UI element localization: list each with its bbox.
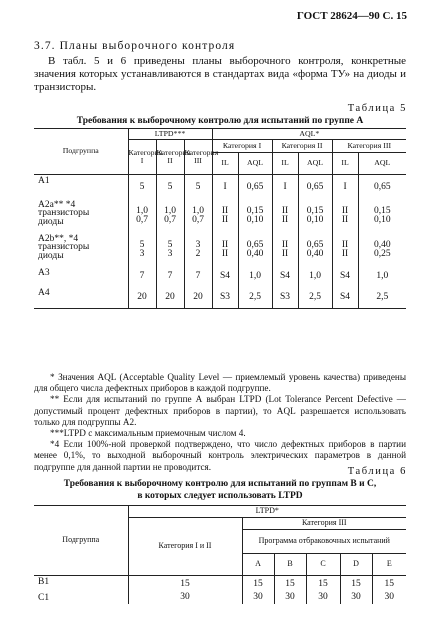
t5-sub-aql: AQL [358,153,406,175]
t5-cell-aql-line: 0,40 [306,248,324,259]
t5-cell-il-line: II [281,248,289,259]
t6-cell-cat12: 30 [128,592,242,604]
t5-sub-aql: AQL [238,153,272,175]
t5-sub-aql: AQL [298,153,332,175]
table6-title-line-2: в которых следует использовать LTPD [137,490,303,501]
t5-row [34,287,406,309]
t5-cell-ltpd [156,233,184,267]
t5-cell-group-line: А2b**, *4 [38,233,79,244]
t5-cell-ltpd-line: 0,7 [192,214,204,225]
t5-cell-aql-line: 0,65 [246,181,264,192]
t5-cell-aql [358,233,406,267]
t5-cell-ltpd-line: 5 [167,240,173,250]
t5-cell-il [212,267,238,287]
t6-cell-prog: 30 [274,592,306,604]
t5-cell-il [272,175,298,199]
t5-cell-il-line: I [343,181,347,192]
t6-cell-group: С1 [34,592,128,604]
t5-cell-ltpd [184,175,212,199]
t5-cell-aql [358,175,406,199]
t5-cell-ltpd [128,175,156,199]
t5-cell-group-line: диоды [38,250,64,261]
t5-ltpd-cat-1: Категория I [128,140,156,175]
t5-cell-group-line: транзисторы [38,208,90,218]
t5-cell-il [272,287,298,309]
t5-cell-ltpd-line: 3 [167,248,173,259]
t5-cell-aql-line: 0,65 [246,240,264,250]
t6-prog-e: E [372,554,406,576]
t5-cell-aql-line: 0,10 [306,214,324,225]
t6-row [34,592,406,604]
t6-cell-prog: 30 [384,592,395,603]
t5-cell-group-line: А4 [38,287,50,298]
t5-cell-ltpd [156,267,184,287]
t5-row [34,267,406,287]
t5-cell-group-line: А1 [38,176,50,186]
t5-cell-il-line: II [281,214,289,225]
table5-title: Требования к выборочному контролю для испытаний по группе А [76,116,364,126]
footnote-2: ** Если для испытаний по группе А выбран LTPD (Lot Tolerance Percent Defective — допустимый процент дефектных приборов в партии), то AQL разрешается использовать только для подгруппы А2. [34,394,406,427]
t5-cell-il-line: S4 [220,271,231,282]
t5-cell-group [34,267,128,287]
table6-title-line-1: Требования к выборочному контролю для испытаний по группам В и С, [63,479,377,489]
t6-prog-d: D [340,554,372,576]
footnote-4: *4 Если 100%-ной проверкой подтверждено, что число дефектных приборов в партии менее 0,1%, то выходной выборочный контроль электрических параметров в данной подгруппе для данной партии не проводится. [34,439,406,472]
t5-cell-ltpd [128,267,156,287]
t5-cell-ltpd-line: 3 [139,248,145,259]
t5-cell-ltpd-line: 5 [195,181,201,192]
t5-cell-aql [298,175,332,199]
t5-cell-aql [238,267,272,287]
t5-cell-ltpd [184,267,212,287]
t5-header-group: Подгруппа [34,129,128,175]
t5-cell-group [34,199,128,233]
intro-paragraph [34,55,406,94]
t5-cell-aql-line: 0,15 [246,206,264,216]
t6-header-cat12: Категория I и II [128,518,242,576]
t5-cell-il-line: S4 [340,271,351,282]
table5 [34,128,406,309]
t6-cell-prog: 30 [340,592,372,604]
t5-cell-ltpd-line: 7 [139,271,145,282]
t6-header-program: Программа отбраковочных испытаний [242,530,406,554]
t5-cell-il-line: S4 [280,271,291,282]
t5-cell-il-line: S4 [340,292,351,302]
t5-cell-ltpd-line: 5 [139,240,145,250]
t6-cell-group: В1 [34,576,128,592]
t5-cell-ltpd-line: 0,7 [164,214,176,225]
t5-cell-il [212,233,238,267]
t5-cell-il-line: II [281,240,289,250]
t5-cell-aql-line: 1,0 [249,271,261,282]
t5-cell-aql-line: 0,65 [306,181,324,192]
t5-cell-aql [358,287,406,309]
t5-cell-aql-line: 0,10 [246,214,264,225]
t5-header-aql: AQL* [212,129,406,140]
t5-cell-ltpd-line: 7 [167,271,173,282]
t6-cell-prog: 15 [242,576,274,592]
t5-cell-ltpd-line: 1,0 [192,206,204,216]
t5-cell-aql [298,267,332,287]
t5-cell-aql [358,199,406,233]
t5-row [34,233,406,267]
t5-cell-aql-line: 0,15 [306,206,324,216]
t5-cell-aql-line: 0,10 [373,214,391,225]
t5-aql-cat-3: Категория III [332,140,406,153]
t6-header-ltpd: LTPD* [128,506,406,518]
intro-text: В табл. 5 и 6 приведены планы выборочного контроля, конкретные значения которых устанавливаются в стандартах вида «форма ТУ» на диоды и транзисторы. [34,55,406,93]
t5-cell-il-line: II [341,248,349,259]
t5-ltpd-cat-3: Категория III [184,140,212,175]
t5-cell-aql [238,233,272,267]
t5-cell-il-line: II [221,214,229,225]
t5-cell-ltpd-line: 20 [137,292,147,302]
t6-cell-prog: 15 [306,576,340,592]
t5-cell-aql [298,287,332,309]
t6-prog-c: C [306,554,340,576]
t5-cell-ltpd-line: 1,0 [164,206,176,216]
t5-cell-il [272,199,298,233]
t5-cell-il [212,199,238,233]
t5-cell-group [34,287,128,309]
t5-cell-il [332,233,358,267]
t5-cell-il [332,175,358,199]
t5-cell-aql-line: 1,0 [376,271,389,282]
t5-cell-il-line: II [221,206,229,216]
t5-cell-aql [298,233,332,267]
t6-cell-prog: 15 [340,576,372,592]
t5-cell-group-line: транзисторы [38,242,90,252]
t5-cell-ltpd [184,233,212,267]
t5-cell-aql-line: 0,40 [373,240,391,250]
t5-cell-aql-line: 2,5 [309,292,321,302]
t5-cell-aql-line: 2,5 [376,292,389,302]
t5-cell-il-line: II [221,240,229,250]
t5-cell-aql-line: 0,65 [373,181,391,192]
footnotes [34,372,406,473]
t5-cell-ltpd [184,199,212,233]
t6-cell-cat12: 15 [128,576,242,592]
t5-cell-ltpd [128,233,156,267]
t5-cell-ltpd-line: 5 [139,181,145,192]
table6-title [34,479,406,502]
t5-cell-group-line: диоды [38,216,64,227]
t5-cell-il-line: I [283,181,287,192]
footnote-3: ***LTPD с максимальным приемочным числом 4. [50,428,246,439]
t5-cell-ltpd-line: 2 [195,248,201,259]
t5-cell-il [332,267,358,287]
t5-cell-aql [238,287,272,309]
t6-prog-a: A [242,554,274,576]
t5-cell-aql-line: 0,40 [246,248,264,259]
t6-row [34,576,406,592]
t5-cell-aql-line: 0,15 [373,206,391,216]
t5-cell-il-line: S3 [220,292,231,302]
t5-cell-ltpd [156,175,184,199]
t6-cell-prog: 15 [274,576,306,592]
t5-cell-group [34,233,128,267]
t5-sub-il: IL [212,153,238,175]
t5-row [34,175,406,199]
t5-cell-aql-line: 0,25 [373,248,391,259]
t5-cell-il-line: S3 [280,292,291,302]
t5-cell-il [272,233,298,267]
t5-cell-ltpd-line: 7 [195,271,201,282]
t5-cell-aql-line: 1,0 [309,271,321,282]
t5-cell-ltpd-line: 0,7 [136,214,148,225]
footnote-1: * Значения AQL (Acceptable Quality Level — приемлемый уровень качества) приведены для общего числа дефектных приборов в каждой подгруппе. [34,372,406,394]
t5-cell-group [34,175,128,199]
t5-header-ltpd: LTPD*** [128,129,212,140]
t5-cell-ltpd [156,287,184,309]
t5-cell-il-line: I [223,181,227,192]
t5-cell-aql-line: 2,5 [249,292,261,302]
t5-cell-il-line: II [341,214,349,225]
t6-header-cat3: Категория III [242,518,406,530]
t5-cell-il-line: II [341,206,349,216]
t5-cell-ltpd [128,199,156,233]
section-title: 3.7. Планы выборочного контроля [34,40,236,52]
t6-prog-b: B [274,554,306,576]
t5-cell-aql [238,175,272,199]
t5-row [34,199,406,233]
t5-cell-il [212,287,238,309]
page-header: ГОСТ 28624—90 С. 15 [296,10,407,22]
t5-cell-il [212,175,238,199]
t5-cell-ltpd-line: 20 [165,292,175,302]
t5-ltpd-cat-2: Категория II [156,140,184,175]
t5-cell-ltpd [156,199,184,233]
table6-number: Таблица 6 [347,466,407,477]
t5-cell-aql [358,267,406,287]
t5-cell-ltpd-line: 1,0 [136,206,148,216]
t5-sub-il: IL [272,153,298,175]
t5-cell-il [332,287,358,309]
t6-cell-prog: 30 [242,592,274,604]
t5-cell-aql [238,199,272,233]
t5-cell-ltpd [128,287,156,309]
t5-cell-il-line: II [221,248,229,259]
t5-aql-cat-2: Категория II [272,140,332,153]
t5-cell-aql [298,199,332,233]
t5-cell-ltpd [184,287,212,309]
t6-header-group: Подгруппа [34,506,128,576]
t5-aql-cat-1: Категория I [212,140,272,153]
table6 [34,505,406,604]
t5-cell-group-line: А2а** *4 [38,199,76,210]
table5-number: Таблица 5 [347,103,407,114]
t5-cell-ltpd-line: 5 [167,181,173,192]
t5-cell-ltpd-line: 20 [193,292,203,302]
t6-cell-prog: 30 [306,592,340,604]
t6-cell-prog: 15 [384,578,395,589]
t5-cell-il [272,267,298,287]
t5-cell-il [332,199,358,233]
t5-cell-ltpd-line: 3 [195,240,201,250]
t5-cell-il-line: II [281,206,289,216]
t5-cell-il-line: II [341,240,349,250]
t5-cell-aql-line: 0,65 [306,240,324,250]
t5-cell-group-line: А3 [38,267,50,278]
t5-sub-il: IL [332,153,358,175]
